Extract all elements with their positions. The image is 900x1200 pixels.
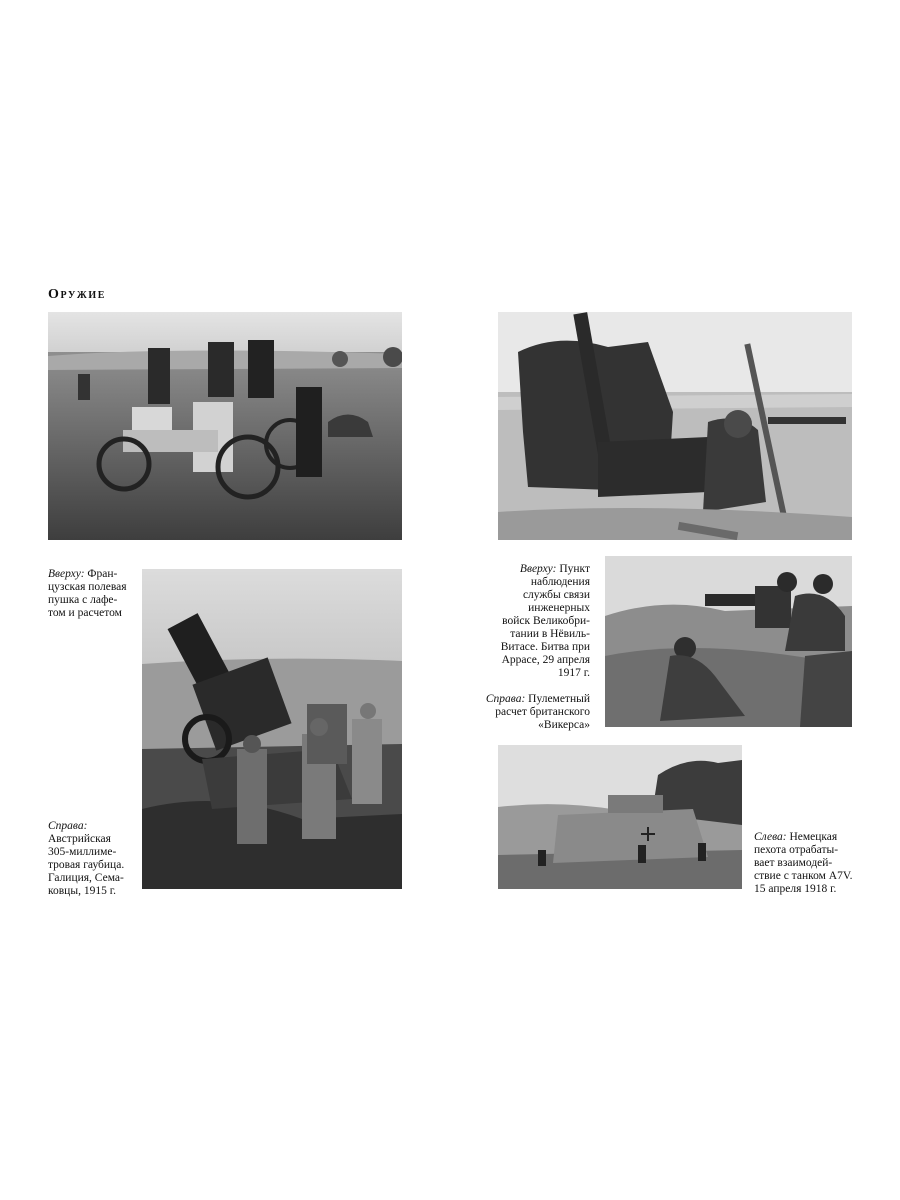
photo-vickers-crew (605, 556, 852, 727)
caption-line: том и расчетом (48, 607, 122, 619)
caption-line: расчет британского (495, 706, 590, 718)
photo-observation-post (498, 312, 852, 540)
caption-line: Галиция, Сема- (48, 872, 124, 884)
photo-austrian-howitzer (142, 569, 402, 889)
caption-line: ствие с танком A7V. (754, 870, 853, 882)
caption-text: Фран- (87, 568, 118, 580)
caption-line: 1917 г. (557, 667, 590, 679)
caption-field-gun (48, 568, 138, 620)
caption-lead: Вверху: (519, 563, 557, 575)
caption-line: пушка с лафе- (48, 594, 118, 606)
caption-a7v-tank (754, 831, 864, 896)
caption-line: наблюдения (530, 576, 590, 588)
caption-lead: Слева: (754, 831, 787, 843)
caption-howitzer (48, 820, 138, 898)
caption-vickers-crew (478, 693, 590, 732)
caption-line: войск Великобри- (502, 615, 590, 627)
caption-lead: Вверху: (48, 568, 85, 580)
caption-line: Аррасе, 29 апреля (501, 654, 590, 666)
caption-lead: Справа: (485, 693, 526, 705)
photo-a7v-tank (498, 745, 742, 889)
caption-line: ковцы, 1915 г. (48, 885, 116, 897)
caption-line: цузская полевая (48, 581, 127, 593)
caption-text: Пулеметный (528, 693, 590, 705)
caption-line: тании в Нёвиль- (510, 628, 590, 640)
caption-line: 15 апреля 1918 г. (754, 883, 837, 895)
caption-text: Пункт (559, 563, 590, 575)
caption-line: Австрийская (48, 833, 111, 845)
caption-lead: Справа: (48, 820, 88, 832)
caption-line: службы связи (522, 589, 590, 601)
caption-observation-post (486, 563, 590, 680)
section-title: Оружие (48, 287, 107, 302)
photo-french-field-gun (48, 312, 402, 540)
caption-text: Немецкая (789, 831, 838, 843)
caption-line: 305-миллиме- (48, 846, 117, 858)
caption-line: пехота отрабаты- (754, 844, 839, 856)
caption-line: «Викерса» (538, 719, 590, 731)
caption-line: инженерных (528, 602, 590, 614)
caption-line: Витасе. Битва при (500, 641, 590, 653)
caption-line: вает взаимодей- (754, 857, 833, 869)
caption-line: тровая гаубица. (48, 859, 125, 871)
